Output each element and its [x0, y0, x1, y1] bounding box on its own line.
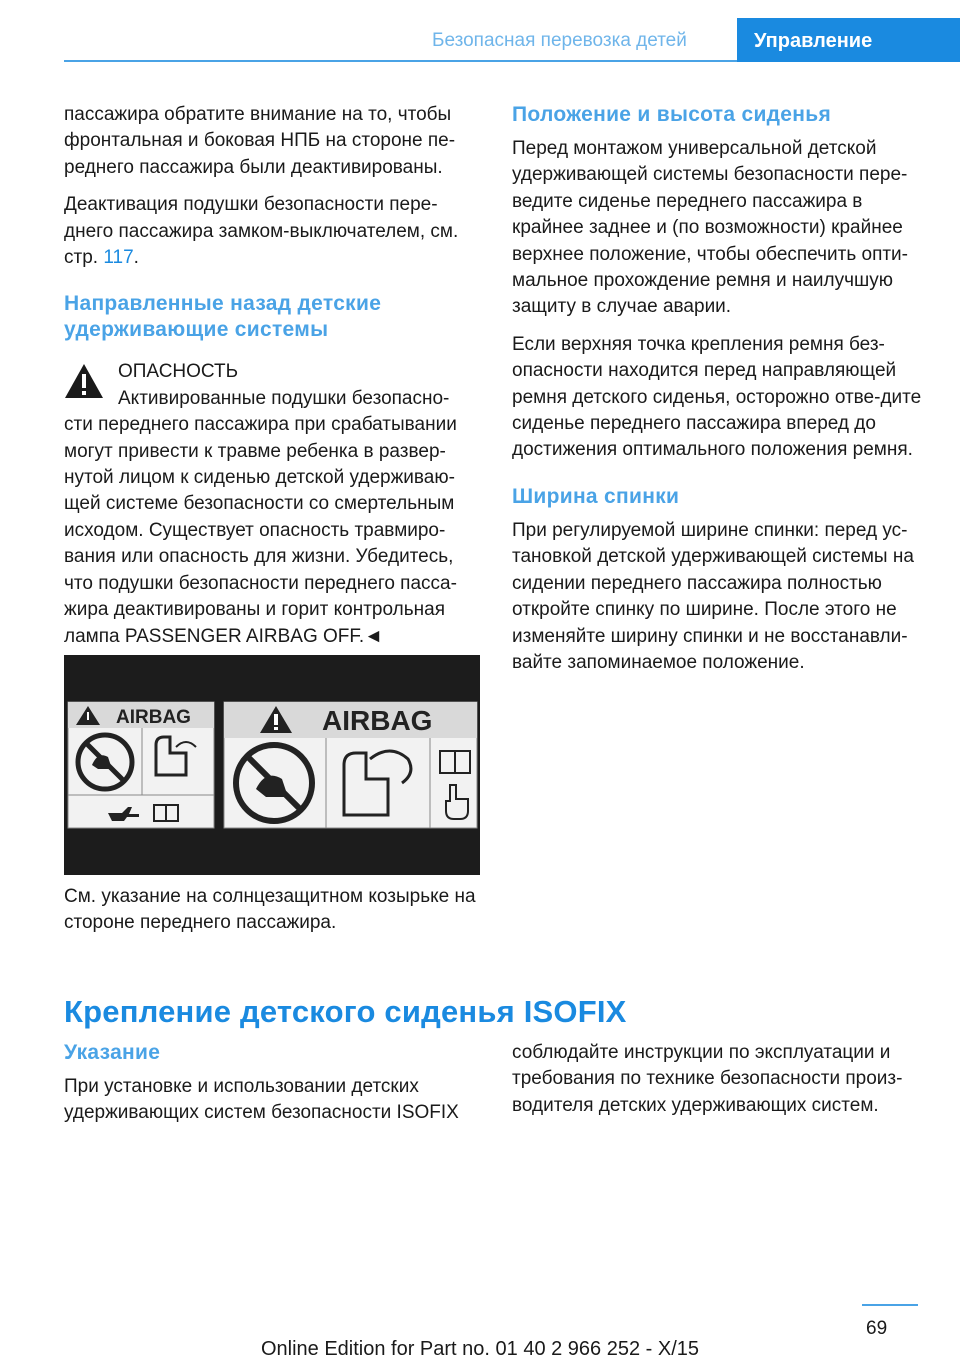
edition-line: Online Edition for Part no. 01 40 2 966 252 - X/15: [260, 1338, 700, 1360]
paragraph: Деактивация подушки безопасности пере-днего пассажира замком-выключателем, см. стр. 117.: [64, 194, 459, 269]
image-caption: См. указание на солнцезащитном козырьке на стороне переднего пассажира.: [64, 886, 476, 934]
warning-icon: [64, 363, 104, 399]
footer-rule: [862, 1304, 918, 1306]
section-heading: Ширина спинки: [512, 484, 680, 508]
header-tab[interactable]: Управление: [737, 18, 960, 62]
warning-block: [64, 359, 482, 649]
airbag-label-large-text: AIRBAG: [322, 705, 433, 736]
note-heading: Указание: [64, 1041, 161, 1064]
image-caption-block: [64, 884, 482, 948]
paragraph: пассажира обратите внимание на то, чтобы фронтальная и боковая НПБ на стороне пе-реднего пассажира были деактивированы.: [64, 104, 456, 178]
section-heading: Направленные назад детские удерживающие системы: [64, 292, 382, 342]
warning-first-line: Активированные подушки безопасно-: [118, 387, 450, 409]
paragraph: Перед монтажом универсальной детской удерживающей системы безопасности пере-ведите сиденье переднего пассажира в крайнее заднее и (по возможности) крайнее верхнее положение, чтобы обеспечить опти-мальное прохождение ремня и наилучшую защиту в случае аварии.: [512, 138, 908, 318]
page-number: 69: [866, 1318, 888, 1339]
isofix-left: [64, 1040, 482, 1138]
paragraph: соблюдайте инструкции по эксплуатации и требования по технике безопасности произ-водителя детских удерживающих систем.: [512, 1042, 903, 1116]
airbag-label-small-text: AIRBAG: [116, 707, 191, 728]
header-section-title: Безопасная перевозка детей: [432, 30, 687, 51]
warning-text: сти переднего пассажира при срабатывании могут привести к травме ребенка в развер-нутой лицом к сиденью детской удерживаю-щей системе безопасности со смертельным исходом. Существует опасность травмиро-вания или опасность для жизни. Убедитесь, что подушки безопасности переднего пасса-жира деактивированы и горит контрольная лампа PASSENGER AIRBAG OFF.◄: [64, 414, 457, 647]
section-title: Крепление детского сиденья ISOFIX: [64, 994, 627, 1029]
isofix-right: [512, 1040, 932, 1130]
paragraph: Если верхняя точка крепления ремня без-опасности находится перед направляющей ремня детского сиденья, осторожно отве-дите сиденье переднего пассажира вперед до достижения оптимального положения ремня.: [512, 333, 922, 461]
paragraph: При установке и использовании детских удерживающих систем безопасности ISOFIX: [64, 1076, 459, 1124]
warning-title: ОПАСНОСТЬ: [118, 361, 239, 383]
page-link[interactable]: 117: [103, 247, 134, 269]
paragraph: При регулируемой ширине спинки: перед ус-тановкой детской удерживающей системы на сидении переднего пассажира полностью откройте спинку по ширине. После этого не изменяйте ширину спинки и не восстанавли-вайте запоминаемое положение.: [512, 519, 914, 673]
left-column: [64, 102, 482, 650]
section-heading: Положение и высота сиденья: [512, 103, 832, 126]
airbag-label-image: [64, 655, 480, 875]
right-column: [512, 102, 932, 687]
